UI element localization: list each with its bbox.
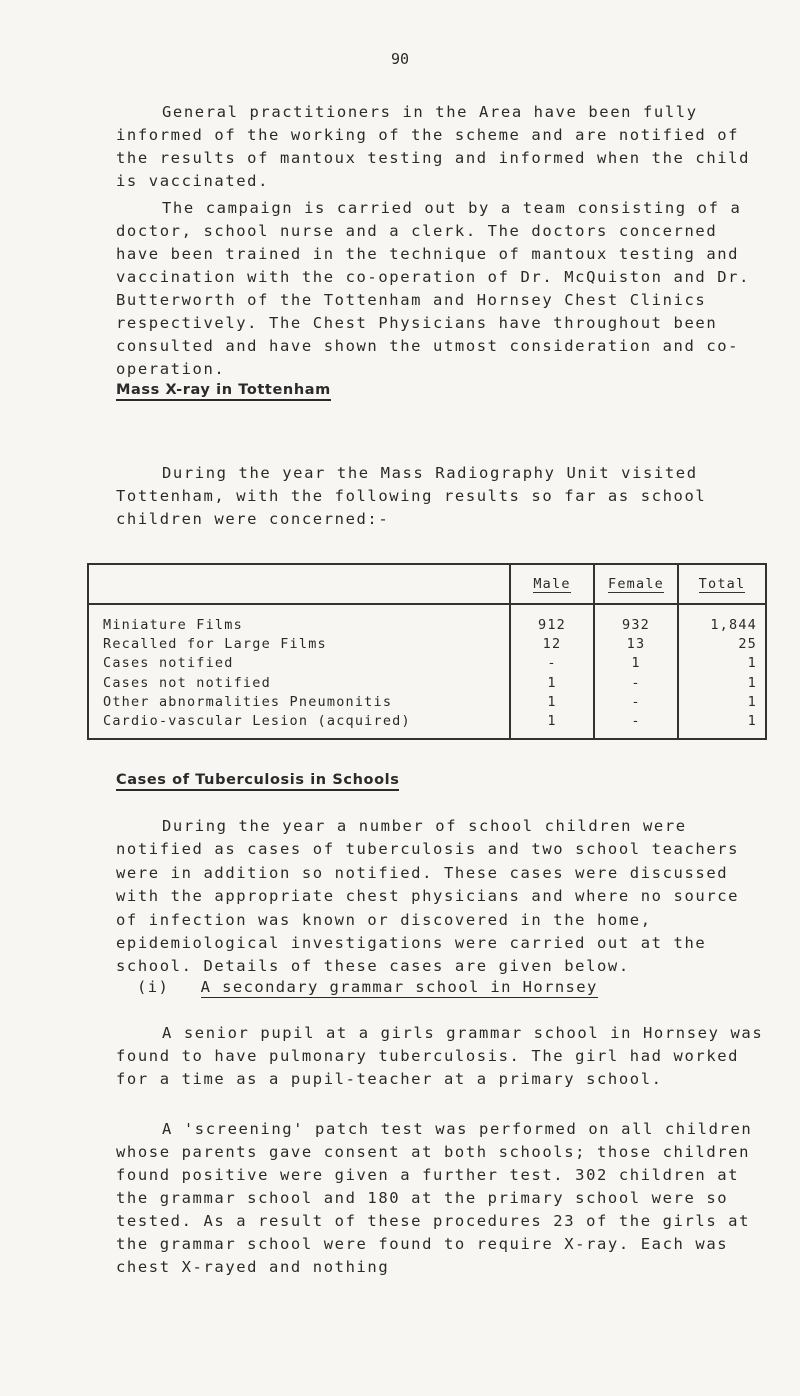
row-label: Miniature Films — [88, 604, 510, 636]
table-row — [88, 713, 766, 739]
column-header-total: Total — [678, 564, 766, 604]
cell-female: 13 — [594, 636, 678, 655]
subheading-title: A secondary grammar school in Hornsey — [200, 978, 598, 996]
cell-male: - — [510, 655, 594, 674]
cell-female: - — [594, 713, 678, 739]
paragraph-campaign: The campaign is carried out by a team consisting of a doctor, school nurse and a clerk. The doctors concerned have been trained in the technique of mantoux testing and vaccination with the co-operation of Dr. McQuiston and Dr. Butterworth of the Tottenham and Hornsey Chest Clinics respectively. The Chest Physicians have throughout been consulted and have shown the utmost consideration and co-operation. — [116, 199, 751, 378]
cell-female: 932 — [594, 604, 678, 636]
column-header-female: Female — [594, 564, 678, 604]
row-label: Cases notified — [88, 655, 510, 674]
column-header-male: Male — [510, 564, 594, 604]
paragraph-senior-pupil: A senior pupil at a girls grammar school in Hornsey was found to have pulmonary tuberculosis. The girl had worked for a time as a pupil-teacher at a primary school. — [116, 1024, 764, 1088]
row-label: Other abnormalities Pneumonitis — [88, 694, 510, 713]
cell-male: 1 — [510, 713, 594, 739]
table-row — [88, 694, 766, 713]
table-row — [88, 604, 766, 636]
cell-male: 1 — [510, 694, 594, 713]
table-header-row — [88, 564, 766, 604]
cell-total: 1 — [678, 655, 766, 674]
paragraph-gp-informed: General practitioners in the Area have been fully informed of the working of the scheme and are notified of the results of mantoux testing and informed when the child is vaccinated. — [116, 103, 751, 190]
subheading-grammar-school — [137, 978, 598, 996]
table-row — [88, 655, 766, 674]
cell-male: 1 — [510, 675, 594, 694]
mass-radiography-table — [87, 563, 767, 740]
cell-male: 12 — [510, 636, 594, 655]
heading-mass-xray: Mass X-ray in Tottenham — [116, 382, 331, 401]
cell-female: - — [594, 694, 678, 713]
cell-total: 25 — [678, 636, 766, 655]
subheading-number: (i) — [137, 978, 170, 996]
cell-total: 1,844 — [678, 604, 766, 636]
cell-male: 912 — [510, 604, 594, 636]
cell-female: - — [594, 675, 678, 694]
row-label: Recalled for Large Films — [88, 636, 510, 655]
row-label: Cardio-vascular Lesion (acquired) — [88, 713, 510, 739]
table-row — [88, 675, 766, 694]
heading-cases-tb: Cases of Tuberculosis in Schools — [116, 772, 399, 791]
page-number: 90 — [390, 50, 410, 68]
paragraph-mass-radiography: During the year the Mass Radiography Unit visited Tottenham, with the following results so far as school children were concerned:- — [116, 464, 707, 528]
cell-female: 1 — [594, 655, 678, 674]
paragraph-screening: A 'screening' patch test was performed on all children whose parents gave consent at both schools; those children found positive were given a further test. 302 children at the grammar school and 180 at the primary school were so tested. As a result of these procedures 23 of the girls at the grammar school were found to require X-ray. Each was chest X-rayed and nothing — [116, 1120, 753, 1276]
cell-total: 1 — [678, 713, 766, 739]
cell-total: 1 — [678, 694, 766, 713]
cell-total: 1 — [678, 675, 766, 694]
table-header-blank — [88, 564, 510, 604]
row-label: Cases not notified — [88, 675, 510, 694]
table-row — [88, 636, 766, 655]
paragraph-tb-cases: During the year a number of school children were notified as cases of tuberculosis and two school teachers were in addition so notified. These cases were discussed with the appropriate chest physicians and where no source of infection was known or discovered in the home, epidemiological investigations were carried out at the school. Details of these cases are given below. — [116, 817, 740, 976]
